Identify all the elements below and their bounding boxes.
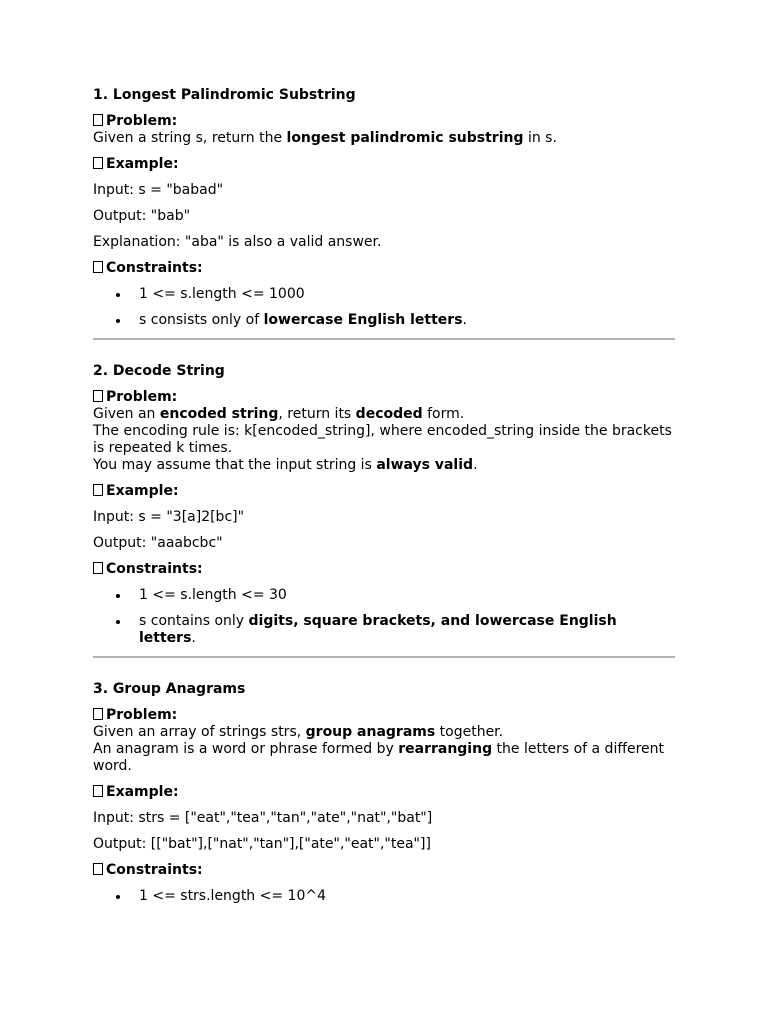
missing-glyph-box-icon xyxy=(93,261,103,273)
missing-glyph-box-icon xyxy=(93,114,103,126)
problem-2-example-input: Input: s = "3[a]2[bc]" xyxy=(93,509,245,525)
problem-1-example-input: Input: s = "babad" xyxy=(93,182,224,198)
missing-glyph-box-icon xyxy=(93,484,103,496)
problem-2-example-label: Example: xyxy=(93,483,675,500)
problem-3-example-input: Input: strs = ["eat","tea","tan","ate","nat","bat"] xyxy=(93,810,433,826)
constraint-item: 1 <= s.length <= 1000 xyxy=(139,286,675,303)
problem-3-example-output: Output: [["bat"],["nat","tan"],["ate","eat","tea"]] xyxy=(93,836,431,852)
problem-2-section xyxy=(93,362,675,647)
document-page xyxy=(93,86,675,914)
constraint-item: 1 <= s.length <= 30 xyxy=(139,587,675,604)
problem-1-constraints-list xyxy=(93,286,675,329)
problem-2-heading: 2. Decode String xyxy=(93,363,225,379)
problem-1-heading: 1. Longest Palindromic Substring xyxy=(93,87,356,103)
problem-3-section xyxy=(93,680,675,905)
missing-glyph-box-icon xyxy=(93,708,103,720)
missing-glyph-box-icon xyxy=(93,785,103,797)
problem-1-example-explanation: Explanation: "aba" is also a valid answer. xyxy=(93,234,382,250)
problem-1-example-output: Output: "bab" xyxy=(93,208,191,224)
section-divider xyxy=(93,338,675,340)
missing-glyph-box-icon xyxy=(93,863,103,875)
problem-3-description: Given an array of strings strs, group anagrams together. An anagram is a word or phrase formed by rearranging the letters of a different word. xyxy=(93,724,665,774)
problem-2-constraints-label: Constraints: xyxy=(93,561,675,578)
section-divider xyxy=(93,656,675,658)
problem-3-constraints-label: Constraints: xyxy=(93,862,675,879)
constraint-item: s contains only digits, square brackets, and lowercase English letters. xyxy=(139,613,675,647)
problem-1-description: Given a string s, return the longest palindromic substring in s. xyxy=(93,130,557,146)
constraint-item: s consists only of lowercase English letters. xyxy=(139,312,675,329)
missing-glyph-box-icon xyxy=(93,157,103,169)
problem-1-problem-label: Problem: xyxy=(93,113,675,130)
problem-3-heading: 3. Group Anagrams xyxy=(93,681,246,697)
missing-glyph-box-icon xyxy=(93,390,103,402)
problem-1-constraints-label: Constraints: xyxy=(93,260,675,277)
problem-3-example-label: Example: xyxy=(93,784,675,801)
problem-1-example-label: Example: xyxy=(93,156,675,173)
problem-3-constraints-list xyxy=(93,888,675,905)
problem-2-example-output: Output: "aaabcbc" xyxy=(93,535,223,551)
problem-2-constraints-list xyxy=(93,587,675,647)
missing-glyph-box-icon xyxy=(93,562,103,574)
problem-1-section xyxy=(93,86,675,329)
constraint-item: 1 <= strs.length <= 10^4 xyxy=(139,888,675,905)
problem-2-problem-label: Problem: xyxy=(93,389,675,406)
problem-3-problem-label: Problem: xyxy=(93,707,675,724)
problem-2-description: Given an encoded string, return its decoded form. The encoding rule is: k[encoded_string], where encoded_string inside the brackets is repeated k times. You may assume that the input string is always valid. xyxy=(93,406,672,473)
